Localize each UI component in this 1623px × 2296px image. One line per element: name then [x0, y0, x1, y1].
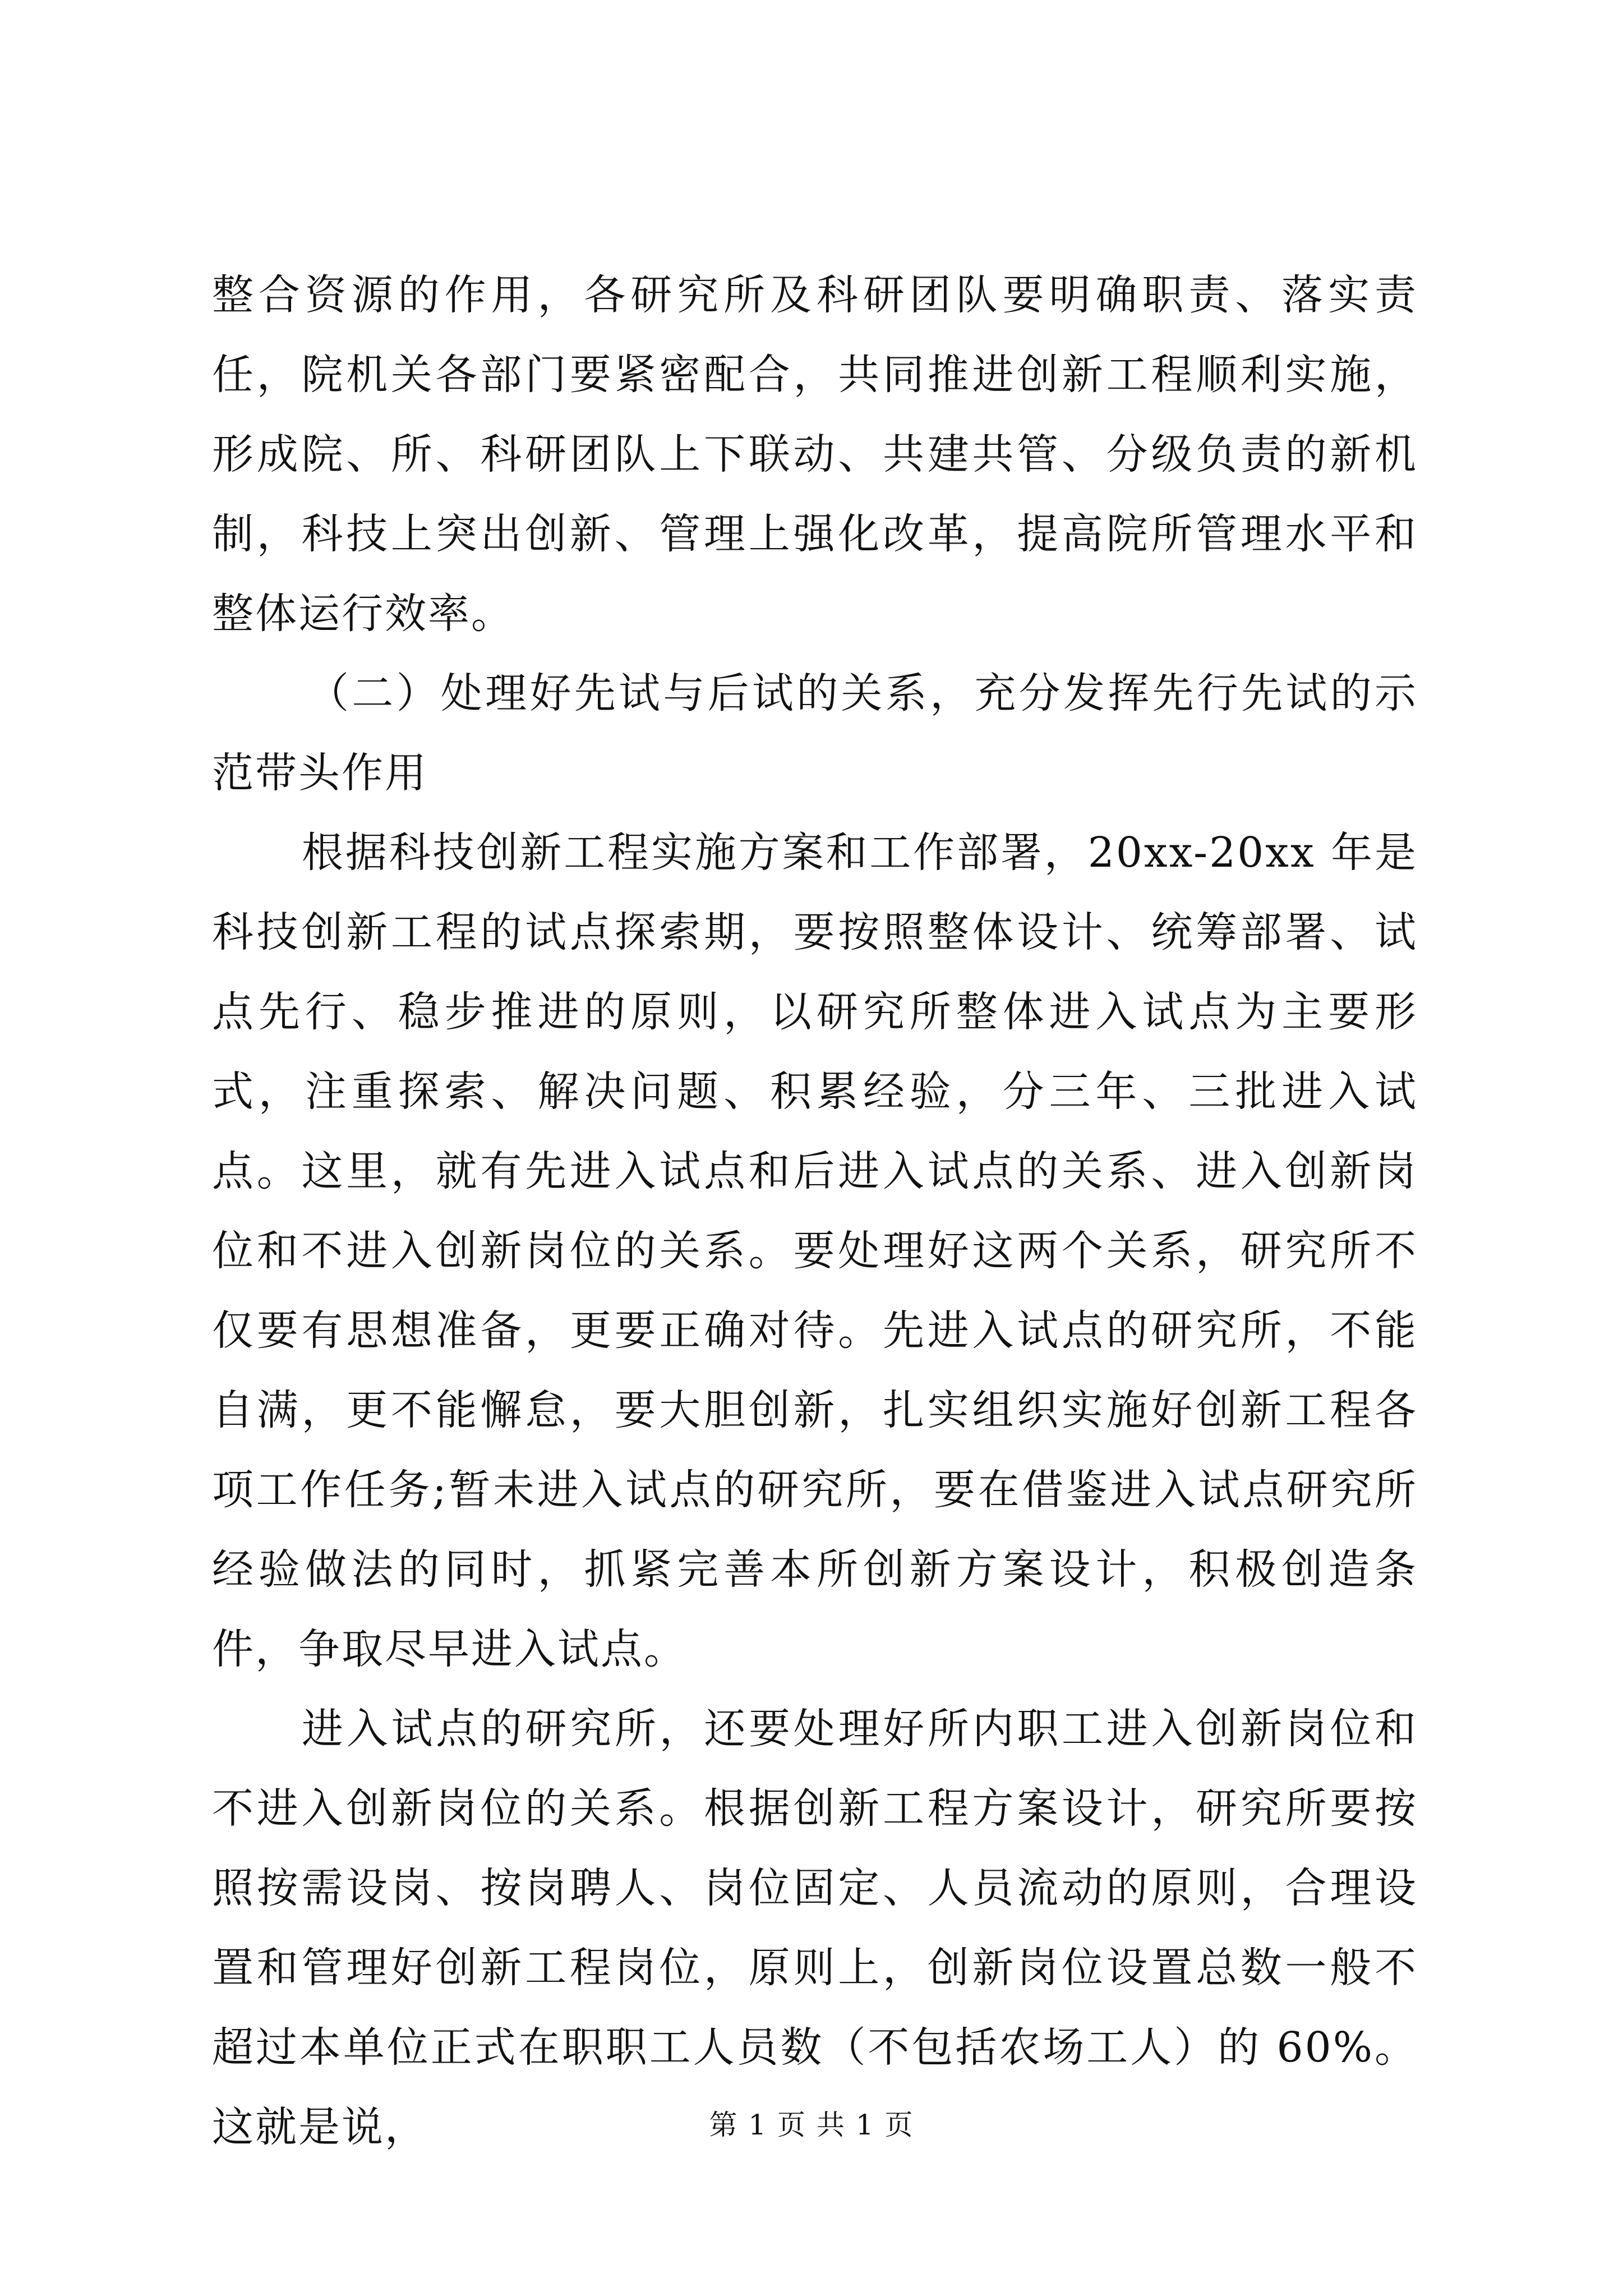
section-heading: （二）处理好先试与后试的关系，充分发挥先行先试的示范带头作用	[212, 669, 1418, 797]
paragraph-continuation: 整合资源的作用，各研究所及科研团队要明确职责、落实责任，院机关各部门要紧密配合，共同推进创新工程顺利实施，形成院、所、科研团队上下联动、共建共管、分级负责的新机制，科技上突出创新、管理上强化改革，提高院所管理水平和整体运行效率。	[212, 271, 1418, 638]
paragraph-pilot-phase: 根据科技创新工程实施方案和工作部署，20xx-20xx 年是科技创新工程的试点探索期，要按照整体设计、统筹部署、试点先行、稳步推进的原则，以研究所整体进入试点为主要形式，注重探索、解决问题、积累经验，分三年、三批进入试点。这里，就有先进入试点和后进入试点的关系、进入创新岗位和不进入创新岗位的关系。要处理好这两个关系，研究所不仅要有思想准备，更要正确对待。先进入试点的研究所，不能自满，更不能懈怠，要大胆创新，扎实组织实施好创新工程各项工作任务;暂未进入试点的研究所，要在借鉴进入试点研究所经验做法的同时，抓紧完善本所创新方案设计，积极创造条件，争取尽早进入试点。	[212, 829, 1418, 1673]
document-body	[212, 255, 1418, 2167]
page-footer: 第 1 页 共 1 页	[709, 2109, 914, 2141]
paragraph-innovation-positions: 进入试点的研究所，还要处理好所内职工进入创新岗位和不进入创新岗位的关系。根据创新工程方案设计，研究所要按照按需设岗、按岗聘人、岗位固定、人员流动的原则，合理设置和管理好创新工程岗位，原则上，创新岗位设置总数一般不超过本单位正式在职职工人员数（不包括农场工人）的 60%。这就是说，	[212, 1705, 1418, 2151]
